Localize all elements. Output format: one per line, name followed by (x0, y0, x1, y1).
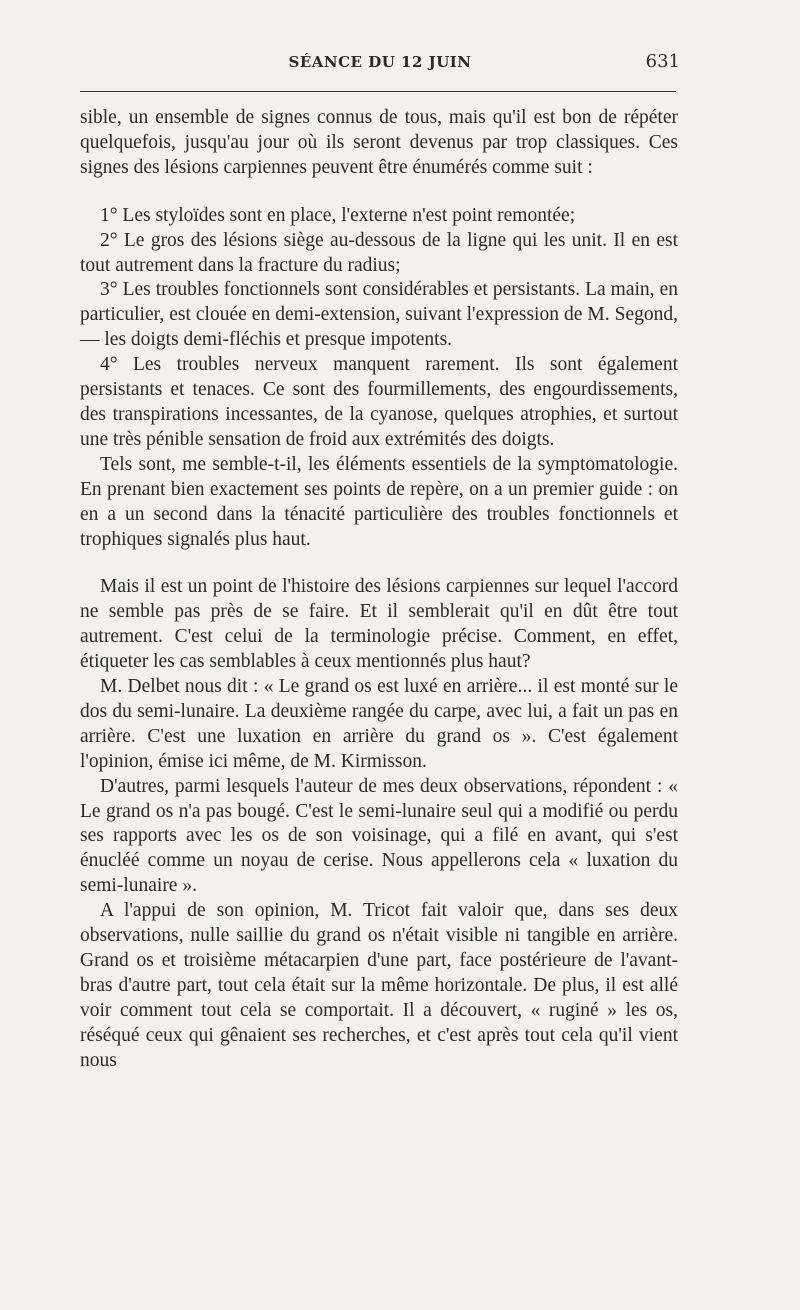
list-item-3: 3° Les troubles fonctionnels sont considérables et persistants. La main, en particulier, est clouée en demi-extension, suivant l'expression de M. Segond, — les doigts demi-fléchis et presque impotents. (80, 279, 678, 351)
header-rule (80, 91, 676, 92)
paragraph: M. Delbet nous dit : « Le grand os est luxé en arrière... il est monté sur le dos du semi-lunaire. La deuxième rangée du carpe, avec lui, a fait un pas en arrière. C'est une luxation en arrière du grand os ». C'est également l'opinion, émise ici même, de M. Kirmisson. (80, 676, 678, 772)
list-item-4: 4° Les troubles nerveux manquent rarement. Ils sont également persistants et tenaces. Ce sont des fourmillements, des engourdissements, des transpirations incessantes, de la cyanose, quelques atrophies, et surtout une très pénible sensation de froid aux extrémités des doigts. (80, 354, 678, 450)
paragraph: Tels sont, me semble-t-il, les éléments essentiels de la symptomatologie. En prenant bien exactement ses points de repère, on a un premier guide : on en a un second dans la ténacité particulière des troubles fonctionnels et trophiques signalés plus haut. (80, 453, 678, 550)
list-item-2: 2° Le gros des lésions siège au-dessous de la ligne qui les unit. Il en est tout autrement dans la fracture du radius; (80, 229, 678, 276)
body-text (80, 106, 678, 1074)
running-title: SÉANCE DU 12 JUIN (288, 53, 472, 71)
paragraph: D'autres, parmi lesquels l'auteur de mes deux observations, répondent : « Le grand os n'a pas bougé. C'est le semi-lunaire seul qui a modifié ou perdu ses rapports avec les os de son voisinage, qui a filé en avant, qui s'est énucléé comme un noyau de cerise. Nous appellerons cela « luxation du semi-lunaire ». (80, 775, 678, 897)
page-header (80, 48, 680, 76)
paragraph-continuation: sible, un ensemble de signes connus de tous, mais qu'il est bon de répéter quelquefois, jusqu'au jour où ils seront devenus par trop classiques. Ces signes des lésions carpiennes peuvent être énumérés comme suit : (80, 107, 678, 178)
paragraph: Mais il est un point de l'histoire des lésions carpiennes sur lequel l'accord ne semble pas près de se faire. Et il semblerait qu'il en dût être tout autrement. C'est celui de la terminologie précise. Comment, en effet, étiqueter les cas semblables à ceux mentionnés plus haut? (80, 576, 678, 673)
page-number: 631 (645, 51, 680, 72)
paragraph: A l'appui de son opinion, M. Tricot fait valoir que, dans ses deux observations, nulle saillie du grand os n'était visible ni tangible en arrière. Grand os et troisième métacarpien d'une part, face postérieure de l'avant-bras d'autre part, tout cela était sur la même horizontale. De plus, il est allé voir comment tout cela se comportait. Il a découvert, « ruginé » les os, réséqué ceux qui gênaient ses recherches, et c'est après tout cela qu'il vient nous (80, 900, 678, 1071)
list-item-1: 1° Les styloïdes sont en place, l'externe n'est point remontée; (100, 204, 576, 226)
